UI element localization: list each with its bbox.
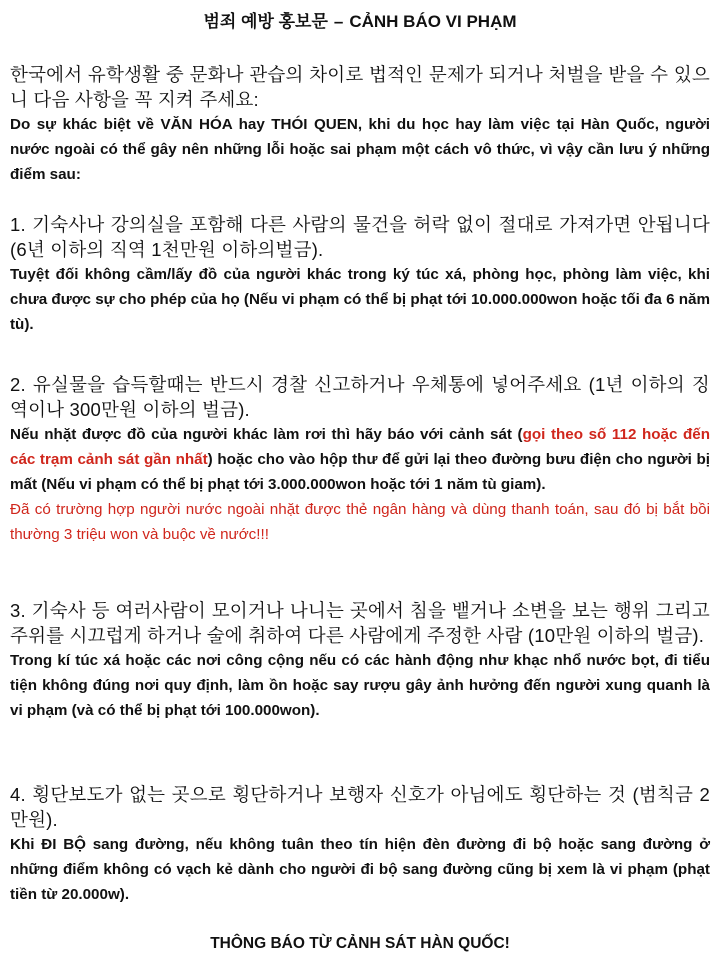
rule-item-2 <box>10 372 710 547</box>
rule-item-1 <box>10 212 710 337</box>
rule-3-korean: 3. 기숙사 등 여러사람이 모이거나 나니는 곳에서 침을 뱉거나 소변을 보는 행위 그리고 주위를 시끄럽게 하거나 술에 취하여 다른 사람에게 주정한 사람 (10만원 이하의 벌금). <box>10 600 710 646</box>
rule-item-3 <box>10 598 710 723</box>
rule-2-vietnamese <box>10 422 710 497</box>
rule-4-vietnamese: Khi ĐI BỘ sang đường, nếu không tuân theo tín hiện đèn đường đi bộ hoặc sang đường ở những điểm không có vạch kẻ dành cho người đi bộ sang đường cũng bị xem là vi phạm (phạt tiền từ 20.000w). <box>10 836 710 903</box>
rule-3-vietnamese: Trong kí túc xá hoặc các nơi công cộng nếu có các hành động như khạc nhổ nước bọt, đi tiểu tiện không đúng nơi quy định, làm ồn hoặc say rượu gây ảnh hưởng đến người xung quanh là vi phạm (và có thể bị phạt tới 100.000won). <box>10 652 710 719</box>
police-contact-highlight: gọi theo số 112 hoặc đến các trạm cảnh sát gần nhất <box>10 426 710 468</box>
page-title <box>0 10 720 34</box>
rule-2-korean: 2. 유실물을 습득할때는 반드시 경찰 신고하거나 우체통에 넣어주세요 (1년 이하의 징역이나 300만원 이하의 벌금). <box>10 374 710 420</box>
rule-1-vietnamese: Tuyệt đối không cầm/lấy đồ của người khác trong ký túc xá, phòng học, phòng làm việc, khi chưa được sự cho phép của họ (Nếu vi phạm có thể bị phạt tới 10.000.000won hoặc tối đa 6 năm tù). <box>10 266 710 333</box>
footer-notice: THÔNG BÁO TỪ CẢNH SÁT HÀN QUỐC! <box>210 935 510 952</box>
rule-2-text-after: ) hoặc cho vào hộp thư để gửi lại theo đường bưu điện cho người bị mất (Nếu vi phạm có thể bị phạt tới 3.000.000won hoặc tới 1 năm tù giam). <box>10 451 710 493</box>
rule-1-korean: 1. 기숙사나 강의실을 포함해 다른 사람의 물건을 허락 없이 절대로 가져가면 안됩니다 (6년 이하의 직역 1천만원 이하의벌금). <box>10 214 710 260</box>
intro-section <box>10 62 710 187</box>
rule-2-warning: Đã có trường hợp người nước ngoài nhặt được thẻ ngân hàng và dùng thanh toán, sau đó bị bắt bồi thường 3 triệu won và buộc về nước!!! <box>10 501 710 543</box>
rule-2-text-before: Nếu nhặt được đồ của người khác làm rơi thì hãy báo với cảnh sát ( <box>10 426 523 443</box>
rule-4-korean: 4. 횡단보도가 없는 곳으로 횡단하거나 보행자 신호가 아님에도 횡단하는 것 (범칙금 2만원). <box>10 784 710 830</box>
title-separator: – <box>333 12 344 31</box>
intro-korean: 한국에서 유학생활 중 문화나 관습의 차이로 법적인 문제가 되거나 처벌을 받을 수 있으니 다음 사항을 꼭 지켜 주세요: <box>10 64 710 110</box>
rule-item-4 <box>10 782 710 907</box>
intro-vietnamese: Do sự khác biệt về VĂN HÓA hay THÓI QUEN, khi du học hay làm việc tại Hàn Quốc, người nước ngoài có thể gây nên những lỗi hoặc sai phạm một cách vô thức, vì vậy cần lưu ý những điểm sau: <box>10 116 710 183</box>
title-vietnamese: CẢNH BÁO VI PHẠM <box>349 12 517 31</box>
title-korean: 범죄 예방 홍보문 <box>203 12 328 31</box>
